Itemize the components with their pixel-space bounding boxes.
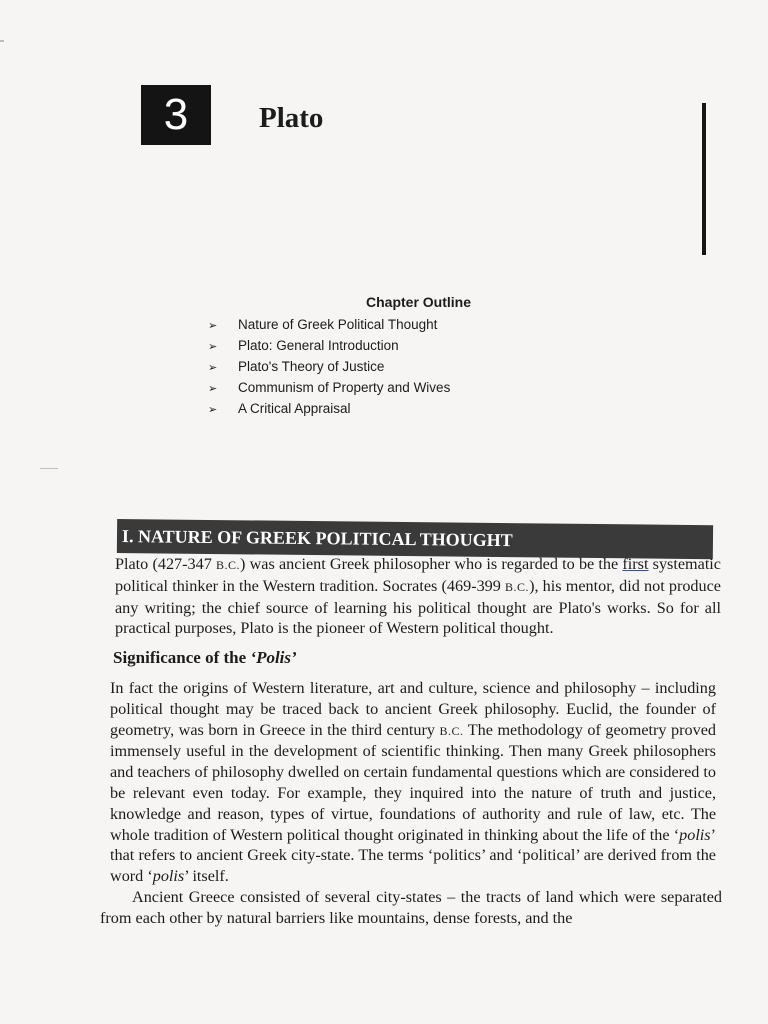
- outline-item-label: Plato: General Introduction: [238, 338, 399, 353]
- outline-item-label: Plato's Theory of Justice: [238, 359, 385, 374]
- era-abbrev: B.C.: [439, 723, 464, 738]
- arrow-bullet-icon: ➢: [208, 320, 218, 332]
- text-run: ), his mentor, did not produce any writing; the chief source of learning his political thought are Plato's works. So for all practical purposes, Plato is the pioneer of Western political thought.: [115, 576, 721, 638]
- text-run: In fact the origins of Western literature, art and culture, science and philosophy – including political thought may be traced back to ancient Greek philosophy. Euclid, the founder of geometry, was born in Greece in the third century: [110, 679, 716, 739]
- arrow-bullet-icon: ➢: [208, 362, 218, 374]
- arrow-bullet-icon: ➢: [208, 383, 218, 395]
- text-run: ’ itself.: [184, 867, 229, 886]
- page-speck: [40, 468, 58, 469]
- outline-item: [208, 377, 450, 398]
- underlined-word: first: [622, 555, 649, 573]
- outline-item-label: Nature of Greek Political Thought: [238, 317, 438, 332]
- chapter-outline-heading: Chapter Outline: [366, 294, 472, 310]
- outline-item: [208, 356, 450, 377]
- chapter-number-box: [141, 85, 211, 145]
- paragraph-intro: [115, 554, 721, 639]
- section-heading: I. NATURE OF GREEK POLITICAL THOUGHT: [121, 526, 513, 551]
- outline-item: [208, 335, 450, 356]
- text-run: The methodology of geometry proved immensely useful in the development of scientific thinking. Then many Greek philosophers and teachers of philosophy dwelled on certain fundamental questions which are considered to be relevant even today. For example, they inquired into the nature of truth and justice, knowledge and reason, types of virtue, foundations of authority and rule of law, etc. The whole tradition of Western political thought originated in thinking about the life of the ‘: [110, 720, 716, 844]
- text-run: Plato (427-347: [115, 555, 217, 573]
- arrow-bullet-icon: ➢: [208, 404, 218, 416]
- italic-term: polis: [152, 867, 185, 886]
- chapter-title: Plato: [259, 102, 324, 134]
- subheading-term: ‘Polis’: [250, 648, 297, 667]
- chapter-outline-list: [208, 314, 450, 419]
- subheading-prefix: Significance of the: [113, 648, 251, 667]
- text-run: ) was ancient Greek philosopher who is regarded to be the: [240, 555, 623, 573]
- outline-item: [208, 314, 450, 335]
- chapter-number: 3: [163, 90, 189, 139]
- page-speck: [0, 40, 4, 42]
- subheading-polis: [113, 648, 297, 668]
- outline-item: [208, 398, 450, 419]
- outline-item-label: A Critical Appraisal: [238, 401, 351, 416]
- paragraph-city-states: Ancient Greece consisted of several city-states – the tracts of land which were separated from each other by natural barriers like mountains, dense forests, and the: [100, 888, 722, 927]
- margin-bar: [702, 103, 706, 255]
- text-run: systematic political thinker in the Western tradition. Socrates (469-399: [115, 555, 721, 595]
- arrow-bullet-icon: ➢: [208, 341, 218, 353]
- text-run: ’ that refers to ancient Greek city-state. The terms ‘politics’ and ‘political’ are derived from the word ‘: [110, 825, 716, 886]
- italic-term: polis: [679, 825, 711, 844]
- paragraph-significance: [110, 678, 716, 887]
- outline-item-label: Communism of Property and Wives: [238, 380, 451, 395]
- era-abbrev: B.C.: [505, 579, 530, 594]
- era-abbrev: B.C.: [216, 558, 241, 572]
